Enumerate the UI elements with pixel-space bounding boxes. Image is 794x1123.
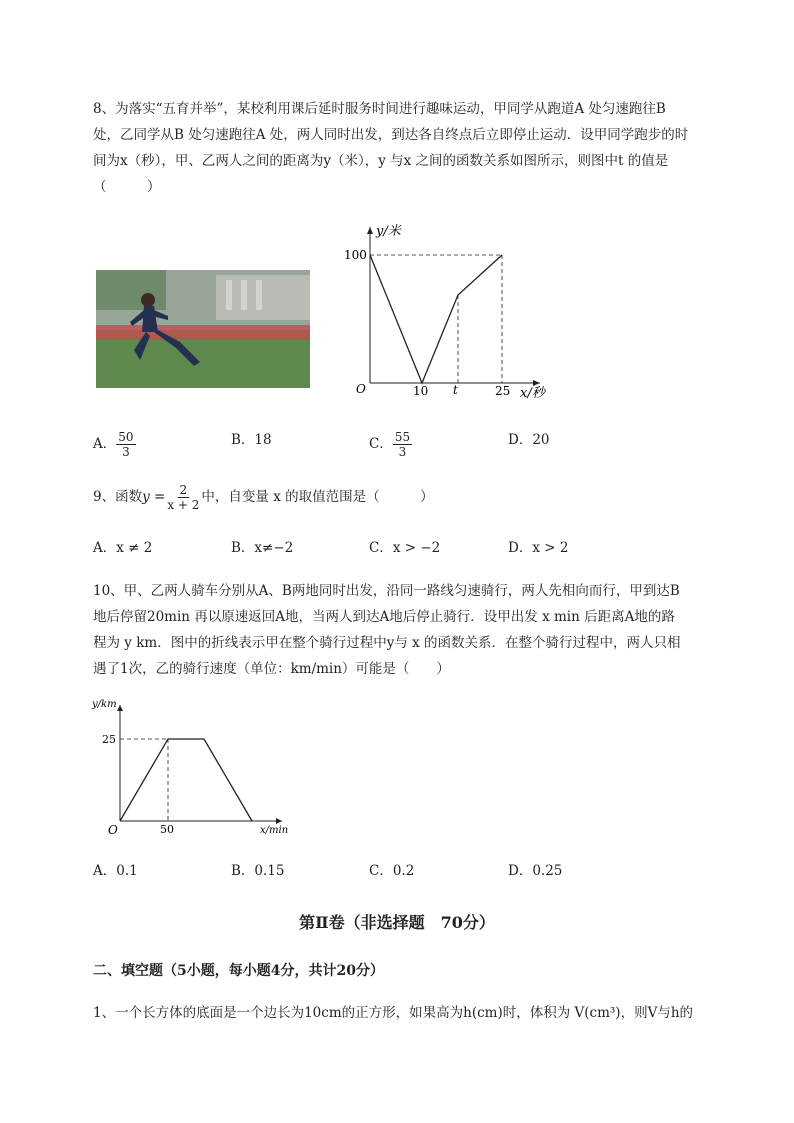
q9-option-a[interactable]: A．x ≠ 2 — [93, 540, 153, 556]
q8-option-a[interactable] — [93, 430, 136, 459]
q10-line-4: 遇了1次，乙的骑行速度（单位：km/min）可能是（ ） — [93, 661, 450, 677]
q9-option-c[interactable]: C．x > −2 — [369, 540, 441, 556]
photo-illustration — [96, 270, 310, 388]
q10-line-1: 10、甲、乙两人骑车分别从A、B两地同时出发，沿同一路线匀速骑行，两人先相向而行，甲到达B — [93, 583, 680, 599]
graph8-tick-100: 100 — [344, 248, 367, 262]
q8-option-b[interactable]: B．18 — [231, 432, 272, 448]
x-axis-arrow — [276, 818, 282, 824]
q10-option-a[interactable]: A．0.1 — [93, 863, 138, 879]
graph8-ylabel: y/米 — [376, 224, 401, 239]
q8-option-d[interactable]: D．20 — [508, 432, 550, 448]
fill-question-1: 1、一个长方体的底面是一个边长为10cm的正方形，如果高为h(cm)时，体积为 V(cm³)，则V与h的 — [93, 1005, 694, 1021]
q8-option-a-fraction — [116, 430, 135, 459]
q9-suffix: 中，自变量 x 的取值范围是（ ） — [201, 489, 434, 505]
q9-denominator: x + 2 — [167, 498, 200, 512]
question-9 — [93, 482, 743, 512]
graph10-ylabel: y/km — [92, 699, 117, 710]
graph10-tick-25: 25 — [102, 733, 116, 746]
graph8-xlabel: x/秒 — [520, 386, 545, 400]
q8-option-a-numerator: 50 — [118, 430, 134, 444]
y-axis-arrow — [367, 227, 373, 234]
q9-fraction — [165, 483, 201, 512]
y-axis-arrow — [117, 705, 123, 711]
q8-line-4: （ ） — [93, 179, 161, 195]
section-2-title: 第Ⅱ卷（非选择题 70分） — [299, 913, 495, 932]
running-student-photo — [96, 270, 310, 388]
graph8-origin: O — [356, 382, 366, 396]
graph10-origin: O — [108, 823, 118, 837]
q8-option-c-denominator: 3 — [398, 445, 407, 459]
q8-line-3: 间为x（秒），甲、乙两人之间的距离为y（米），y 与x 之间的函数关系如图所示，则图中t 的值是 — [93, 153, 669, 169]
q8-line-2: 处，乙同学从B 处匀速跑往A 处，两人同时出发，到达各自终点后立即停止运动．设甲同学跑步的时 — [93, 127, 689, 143]
graph10-tick-50: 50 — [160, 823, 174, 836]
q10-line-2: 地后停留20min 再以原速返回A地，当两人到达A地后停止骑行．设甲出发 x min 后距离A地的路 — [93, 609, 675, 625]
q8-graph — [340, 215, 555, 400]
q10-option-b[interactable]: B．0.15 — [231, 863, 285, 879]
q8-option-a-denominator: 3 — [122, 445, 130, 459]
graph8-tick-t: t — [453, 383, 458, 397]
q10-option-c[interactable]: C．0.2 — [369, 863, 415, 879]
q8-option-c-numerator: 55 — [394, 430, 411, 444]
q8-option-c-label: C． — [369, 436, 393, 452]
q8-option-c[interactable] — [369, 430, 412, 459]
q9-prefix: 9、函数 — [93, 489, 143, 505]
distance-polyline — [370, 255, 502, 383]
q9-option-d[interactable]: D．x > 2 — [508, 540, 569, 556]
q10-graph — [90, 693, 295, 843]
q10-option-d[interactable]: D．0.25 — [508, 863, 563, 879]
ride-polyline — [120, 739, 252, 821]
graph8-tick-10: 10 — [413, 384, 429, 398]
fill-in-blank-heading: 二、填空题（5小题，每小题4分，共计20分） — [93, 963, 384, 979]
q9-y-eq: y = — [142, 489, 166, 505]
graph8-tick-25: 25 — [495, 384, 511, 398]
q8-option-a-label: A． — [93, 436, 117, 452]
q9-option-b[interactable]: B．x≠−2 — [231, 540, 294, 556]
q8-option-c-fraction — [393, 430, 412, 459]
graph10-xlabel: x/min — [260, 825, 289, 836]
q10-line-3: 程为 y km．图中的折线表示甲在整个骑行过程中y与 x 的函数关系．在整个骑行过程中，两人只相 — [93, 635, 681, 651]
q9-numerator: 2 — [179, 483, 188, 497]
q8-line-1: 8、为落实“五育并举”，某校利用课后延时服务时间进行趣味运动，甲同学从跑道A 处匀速跑往B — [93, 101, 666, 117]
